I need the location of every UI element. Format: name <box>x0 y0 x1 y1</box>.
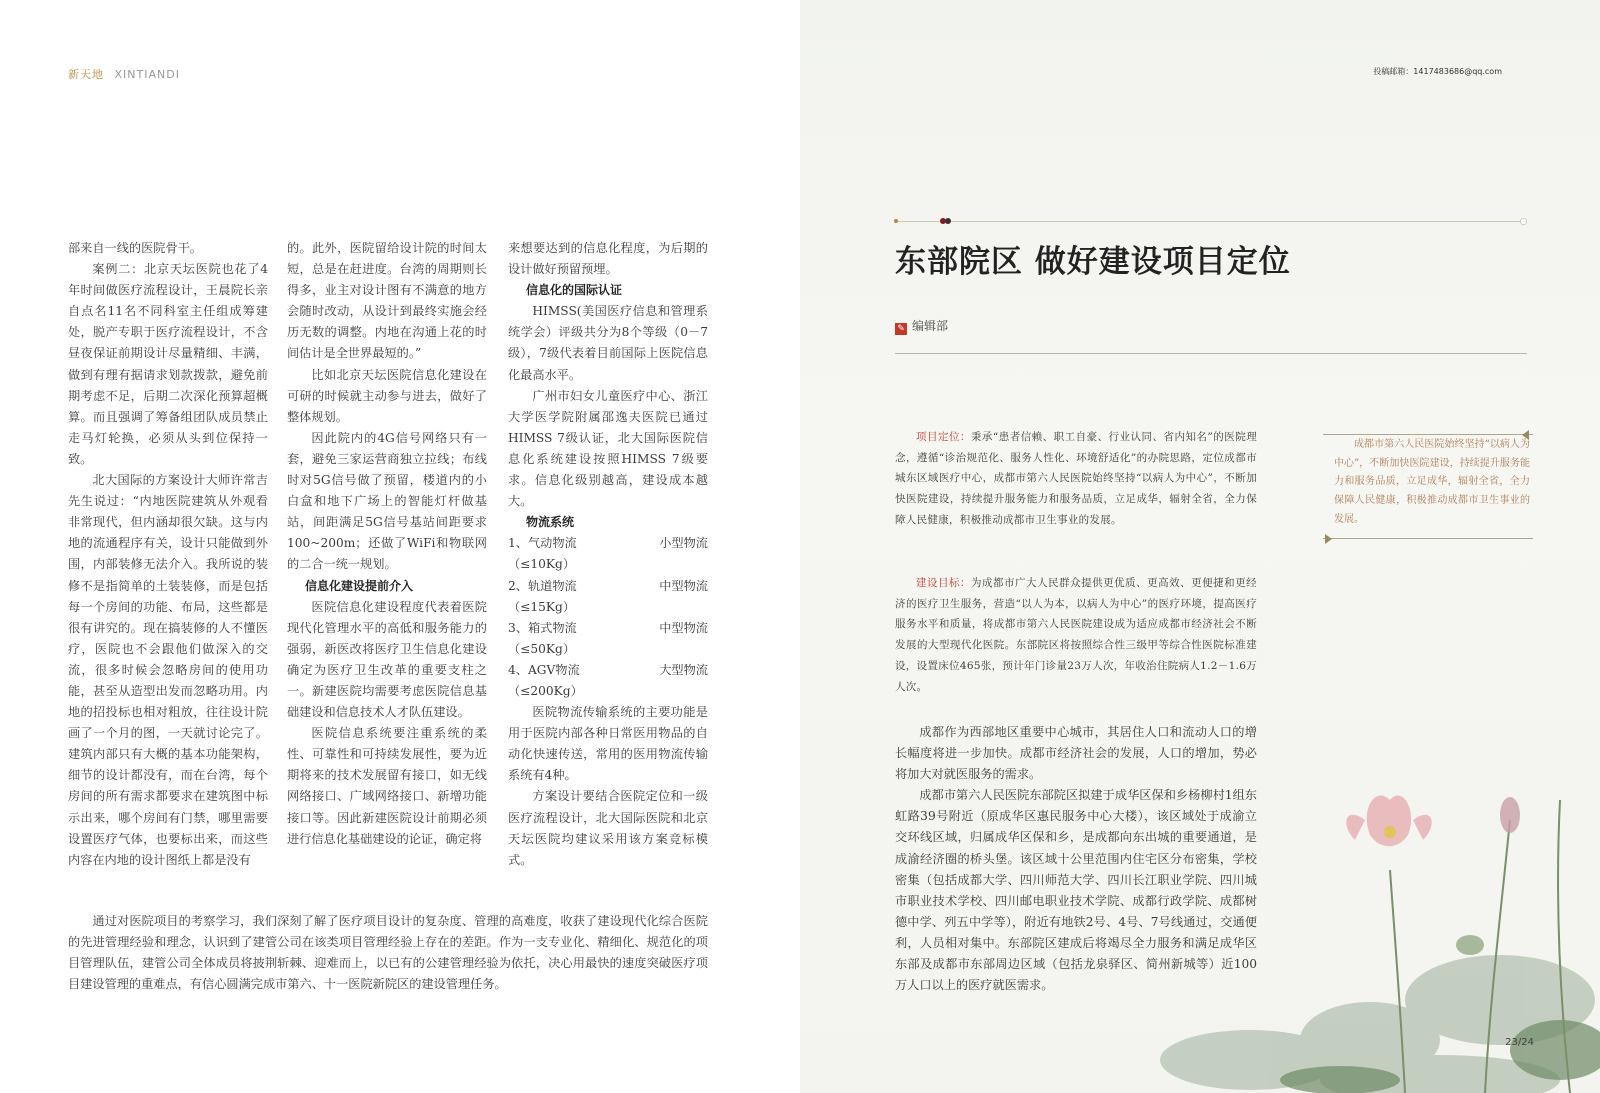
body-paragraph: 来想要达到的信息化程度，为后期的设计做好预留预埋。 <box>508 241 708 277</box>
body-paragraph: 医院信息化建设程度代表着医院现代化管理水平的高低和服务能力的强弱，新医改将医疗卫生信息化建设确定为医疗卫生改革的重要支柱之一。新建医院均需要考虑医院信息基础建设和信息技术人才队伍建设。 <box>287 599 487 720</box>
pen-icon: ✎ <box>895 323 907 335</box>
body-paragraph: 成都作为西部地区重要中心城市，其居住人口和流动人口的增长幅度将进一步加快。成都市经济社会的发展，人口的增加，势必将加大对就医服务的需求。 <box>895 725 1257 782</box>
title-rule <box>895 221 1527 222</box>
byline-rule <box>895 353 1527 354</box>
lead-positioning <box>895 427 1257 531</box>
logistics-row <box>508 660 708 681</box>
running-head-en: XINTIANDI <box>114 68 180 81</box>
logistics-type: 4、AGV物流 <box>508 662 580 677</box>
logistics-class: 中型物流 <box>659 620 708 635</box>
body-paragraph: 医院信息系统要注重系统的柔性、可靠性和可持续发展性，要为近期将来的技术发展留有接口，如无线网络接口、广域网络接口、新增功能接口等。因此新建医院设计前期必须进行信息化基础建设的论证，确定将 <box>287 726 487 846</box>
body-paragraph: 方案设计要结合医院定位和一级医疗流程设计，北大国际医院和北京天坛医院均建议采用该方案竞标模式。 <box>508 789 708 867</box>
body-paragraph: （≤15Kg） <box>508 599 576 614</box>
body-paragraph: 的。此外，医院留给设计院的时间太短，总是在赶进度。台湾的周期则长得多，业主对设计图有不满意的地方会随时改动，从设计到最终实施会经历无数的调整。内地在沟通上花的时间估计是全世界最短的。” <box>287 241 487 361</box>
article-title: 东部院区 做好建设项目定位 <box>895 244 1291 280</box>
logistics-class: 小型物流 <box>659 536 708 551</box>
submission-email: 投稿邮箱：1417483686@qq.com <box>1373 67 1502 76</box>
section-heading: 信息化的国际认证 <box>526 283 623 298</box>
page-number: 23/24 <box>1505 1037 1534 1048</box>
body-paragraph: 成都市第六人民医院东部院区拟建于成华区保和乡杨柳村1组东虹路39号附近（原成华区惠民服务中心大楼），该区域处于成渝立交环线区域，归属成华区保和乡，是成都向东出城的重要通道，是成渝经济圈的桥头堡。该区域十公里范围内住宅区分布密集，学校密集（包括成都大学、四川师范大学、四川长江职业学院、四川城市职业技术学校、四川邮电职业技术学院、成都行政学院、成都树德中学、列五中学等），附近有地铁2号、4号、7号线通过，交通便利，人员相对集中。东部院区建成后将竭尽全力服务和满足成华区东部及成都市东部周边区域（包括龙泉驿区、简州新城等）近100万人口以上的医疗就医需求。 <box>895 788 1257 993</box>
lead-goals-text: 为成都市广大人民群众提供更优质、更高效、更便捷和更经济的医疗卫生服务，营造“以人为本，以病人为中心”的医疗环境，提高医疗服务水平和质量，将成都市第六人民医院建设成为适应成都市经济社会不断发展的大型现代化医院。东部院区将按照综合性三级甲等综合性医院标准建设，设置床位465张，预计年门诊量23万人次，年收治住院病人1.2－1.6万人次。 <box>895 577 1257 693</box>
logistics-type: 1、气动物流 <box>508 536 577 551</box>
conclusion-paragraph: 通过对医院项目的考察学习，我们深刻了解了医疗项目设计的复杂度、管理的高难度，收获了建设现代化综合医院的先进管理经验和理念，认识到了建管公司在该类项目管理经验上存在的差距。作为一支专业化、精细化、规范化的项目管理队伍，建管公司全体成员将披荆斩棘、迎难而上，以已有的公建管理经验为依托，决心用最快的速度突破医疗项目建设管理的重难点，有信心圆满完成市第六、十一医院新院区的建设管理任务。 <box>68 914 708 991</box>
pull-quote-rule <box>1323 538 1533 539</box>
logistics-class: 中型物流 <box>659 578 708 593</box>
byline <box>895 317 948 335</box>
body-paragraph: 比如北京天坛医院信息化建设在可研的时候就主动参与进去，做好了整体规划。 <box>287 367 487 424</box>
section-heading: 信息化建设提前介入 <box>305 578 414 593</box>
lead-goals-label: 建设目标： <box>916 577 972 589</box>
body-paragraph: 北大国际的方案设计大师许常吉先生说过：“内地医院建筑从外观看非常现代，但内涵却很欠缺。这与内地的流通程序有关，设计只能做到外围，内部装修无法介入。我所说的装修不是指简单的土装装修，而是包括每一个房间的功能、布局，这些都是很有讲究的。现在搞装修的人不懂医疗，医院也不会跟他们做深入的交流，很多时候会忽略房间的使用功能，甚至从造型出发而忽略功用。内地的招投标也相对粗放，往往设计院画了一个月的图，一天就讨论完了。建筑内部只有大概的基本功能架构，细节的设计都没有，而在台湾，每个房间的所有需求都要求在建筑图中标示出来，哪个房间有门禁，哪里需要设置医疗气体，也要标出来，而这些内容在内地的设计图纸上都是没有 <box>68 473 268 867</box>
text-column-1 <box>68 238 268 871</box>
rule-dot <box>945 218 951 224</box>
lead-positioning-label: 项目定位： <box>916 431 971 443</box>
body-paragraph: （≤10Kg） <box>508 557 576 572</box>
section-heading: 物流系统 <box>526 515 575 530</box>
byline-text: 编辑部 <box>912 319 949 333</box>
logistics-row <box>508 533 708 554</box>
pull-quote-rule <box>1323 434 1533 435</box>
logistics-row <box>508 576 708 597</box>
body-paragraph: 因此院内的4G信号网络只有一套，避免三家运营商独立拉线；布线时对5G信号做了预留，楼道内的小白盒和地下广场上的智能灯杆做基站，间距满足5G信号基站间距要求100~200m；还做了WiFi和物联网的二合一统一规划。 <box>287 430 487 572</box>
body-paragraph: 广州市妇女儿童医疗中心、浙江大学医学院附属邵逸夫医院已通过HIMSS 7级认证，北大国际医院信息化系统建设按照HIMSS 7级要求。信息化级别越高，建设成本越大。 <box>508 388 708 509</box>
rule-dot <box>1520 218 1527 225</box>
rule-dot <box>894 219 898 223</box>
lead-positioning-text: 秉承“患者信赖、职工自豪、行业认同、省内知名”的医院理念，遵循“诊治规范化、服务人性化、环境舒适化”的办院思路，定位成都市城东区域医疗中心，成都市第六人民医院始终坚持“以病人为中心”，不断加快医院建设，持续提升服务能力和服务品质，立足成华，辐射全省，全力保障人民健康，积极推动成都市卫生事业的发展。 <box>895 431 1258 526</box>
body-paragraph: （≤200Kg） <box>508 683 583 698</box>
right-page <box>800 0 1600 1093</box>
body-paragraph: 医院物流传输系统的主要功能是用于医院内部各种日常医用物品的自动化快速传送，常用的医用物流传输系统有4种。 <box>508 705 708 783</box>
logistics-type: 2、轨道物流 <box>508 578 577 593</box>
pull-quote: 成都市第六人民医院始终坚持“以病人为中心”，不断加快医院建设，持续提升服务能力和服务品质，立足成华，辐射全省，全力保障人民健康，积极推动成都市卫生事业的发展。 <box>1334 439 1530 525</box>
pull-quote-arrow <box>1325 534 1332 544</box>
logistics-type: 3、箱式物流 <box>508 620 577 635</box>
lead-goals <box>895 573 1257 697</box>
body-paragraph: （≤50Kg） <box>508 641 576 656</box>
logistics-class: 大型物流 <box>659 662 708 677</box>
body-paragraph: 部来自一线的医院骨干。 <box>68 241 203 255</box>
text-column-3 <box>508 238 708 871</box>
text-column-2 <box>287 238 487 850</box>
body-paragraph: 案例二：北京天坛医院也花了4年时间做医疗流程设计，王晨院长亲自点名11名不同科室主任组成筹建处，脱产专职于医疗流程设计，不含昼夜保证前期设计尽量精细、丰满，做到有理有据请求划款拨款，避免前期考虑不足，后期二次深化预算超概算。而且强调了筹备组团队成员禁止走马灯轮换，必须从头到位保持一致。 <box>68 262 268 466</box>
running-head-cn: 新天地 <box>68 68 104 81</box>
running-head <box>68 66 180 82</box>
body-paragraph: HIMSS(美国医疗信息和管理系统学会）评级共分为8个等级（0－7级），7级代表着目前国际上医院信息化最高水平。 <box>508 304 708 382</box>
logistics-row <box>508 618 708 639</box>
